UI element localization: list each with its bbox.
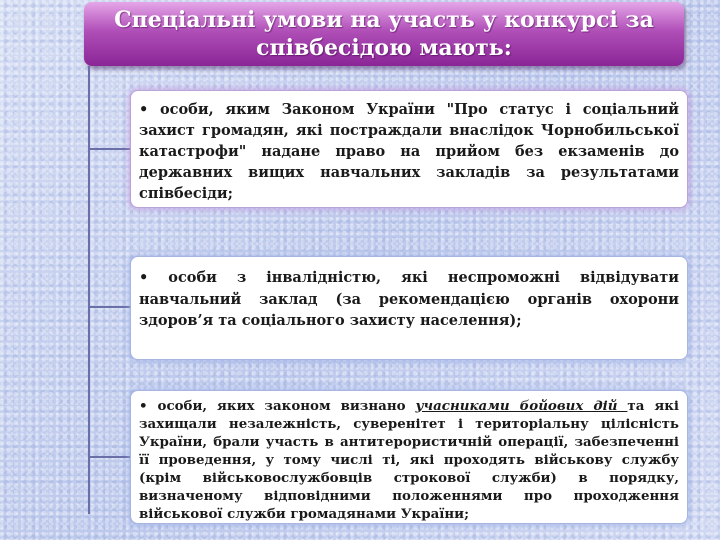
connector-line	[88, 66, 90, 514]
condition-text: • особи з інвалідністю, які неспроможні відвідувати навчальний заклад (за рекомендацією органів охорони здоров’я та соціального захисту населення);	[139, 269, 679, 329]
condition-text	[139, 397, 679, 523]
connector-branch-1	[88, 148, 130, 150]
title-banner	[84, 2, 684, 66]
condition-text-end: та які захищали незалежність, суверенітет і територіальну цілісність України, брали участь в антитерористичній операції, забезпеченні її проведення, у тому числі ті, які проходять військову службу (крім військовослужбовців строкової служби) в порядку, визначеному відповідними положеннями про проходження військової служби громадянами України;	[139, 398, 679, 522]
connector-branch-2	[88, 306, 130, 308]
condition-card-combatants	[130, 390, 688, 524]
emphasis-combatants: учасниками бойових дій	[415, 398, 628, 414]
connector-branch-3	[88, 456, 130, 458]
condition-card-disability	[130, 256, 688, 360]
condition-card-chornobyl	[130, 90, 688, 208]
condition-text: • особи, яким Законом України "Про статус і соціальний захист громадян, які постраждали внаслідок Чорнобильської катастрофи" надане право на прийом без екзаменів до державних вищих навчальних закладів за результатами співбесіди;	[139, 101, 679, 202]
page-title: Спеціальні умови на участь у конкурсі за співбесідою мають:	[114, 7, 654, 61]
condition-text-start: • особи, яких законом визнано	[139, 398, 416, 414]
